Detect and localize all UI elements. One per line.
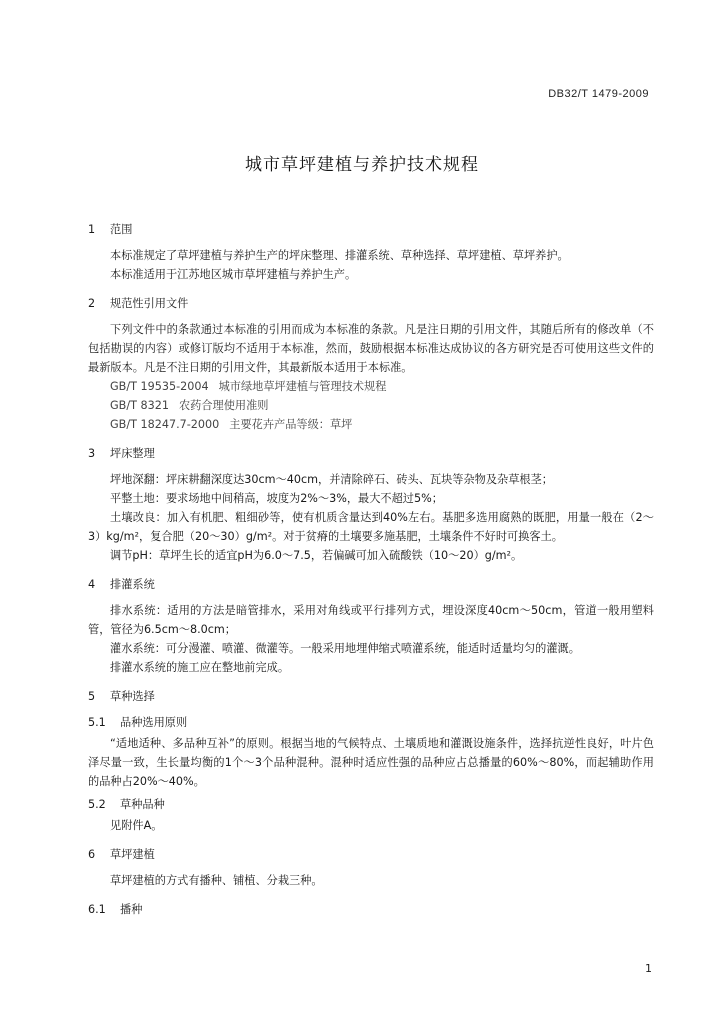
section-heading-2: 2 规范性引用文件 — [88, 297, 189, 310]
section-heading-5: 5 草种选择 — [88, 690, 155, 703]
subsection-heading-6-1: 6.1 播种 — [88, 903, 143, 916]
section-heading-3: 3 坪床整理 — [88, 447, 155, 460]
reference-item: GB/T 19535-2004 城市绿地草坪建植与管理技术规程 — [110, 380, 387, 393]
paragraph: 下列文件中的条款通过本标准的引用而成为本标准的条款。凡是注日期的引用文件，其随后所有的修改单（不包括勘误的内容）或修订版均不适用于本标准，然而，鼓励根据本标准达成协议的各方研究是否可使用这些文件的最新版本。凡是不注日期的引用文件，其最新版本适用于本标准。 — [88, 323, 654, 374]
section-heading-1: 1 范围 — [88, 223, 133, 236]
page-number: 1 — [645, 962, 652, 975]
paragraph: 本标准适用于江苏地区城市草坪建植与养护生产。 — [110, 268, 357, 281]
paragraph: 调节pH：草坪生长的适宜pH为6.0～7.5，若偏碱可加入硫酸铁（10～20）g/m²。 — [110, 549, 523, 562]
paragraph: 见附件A。 — [110, 819, 163, 832]
section-heading-4: 4 排灌系统 — [88, 578, 155, 591]
paragraph: 土壤改良：加入有机肥、粗细砂等，使有机质含量达到40%左右。基肥多选用腐熟的既肥，用量一般在（2～3）kg/m²，复合肥（20～30）g/m²。对于贫瘠的土壤要多施基肥，土壤条件不好时可换客土。 — [88, 511, 654, 543]
paragraph: 排灌水系统的施工应在整地前完成。 — [110, 661, 290, 674]
reference-item: GB/T 18247.7-2000 主要花卉产品等级：草坪 — [110, 418, 353, 431]
paragraph: 本标准规定了草坪建植与养护生产的坪床整理、排灌系统、草种选择、草坪建植、草坪养护。 — [110, 249, 569, 262]
subsection-heading-5-1: 5.1 品种选用原则 — [88, 716, 188, 729]
paragraph: 坪地深翻：坪床耕翻深度达30cm～40cm，并清除碎石、砖头、瓦块等杂物及杂草根茎； — [110, 473, 553, 486]
document-title: 城市草坪建植与养护技术规程 — [245, 155, 479, 175]
subsection-heading-5-2: 5.2 草种品种 — [88, 798, 165, 811]
paragraph: 灌水系统：可分漫灌、喷灌、微灌等。一般采用地埋伸缩式喷灌系统，能适时适量均匀的灌溉。 — [110, 642, 580, 655]
document-body — [88, 220, 654, 921]
reference-item: GB/T 8321 农药合理使用准则 — [110, 399, 269, 412]
section-heading-6: 6 草坪建植 — [88, 848, 155, 861]
paragraph: “适地适种、多品种互补”的原则。根据当地的气候特点、土壤质地和灌溉设施条件，选择抗逆性良好，叶片色泽尽量一致，生长量均衡的1个～3个品种混种。混种时适应性强的品种应占总播量的60%～80%，而起辅助作用的品种占20%～40%。 — [88, 737, 654, 788]
paragraph: 草坪建植的方式有播种、铺植、分栽三种。 — [110, 874, 323, 887]
standard-code: DB32/T 1479-2009 — [548, 88, 649, 100]
paragraph: 排水系统：适用的方法是暗管排水，采用对角线或平行排列方式，埋设深度40cm～50cm，管道一般用塑料管，管径为6.5cm～8.0cm； — [88, 604, 654, 636]
paragraph: 平整土地：要求场地中间稍高，坡度为2%～3%，最大不超过5%； — [110, 492, 443, 505]
